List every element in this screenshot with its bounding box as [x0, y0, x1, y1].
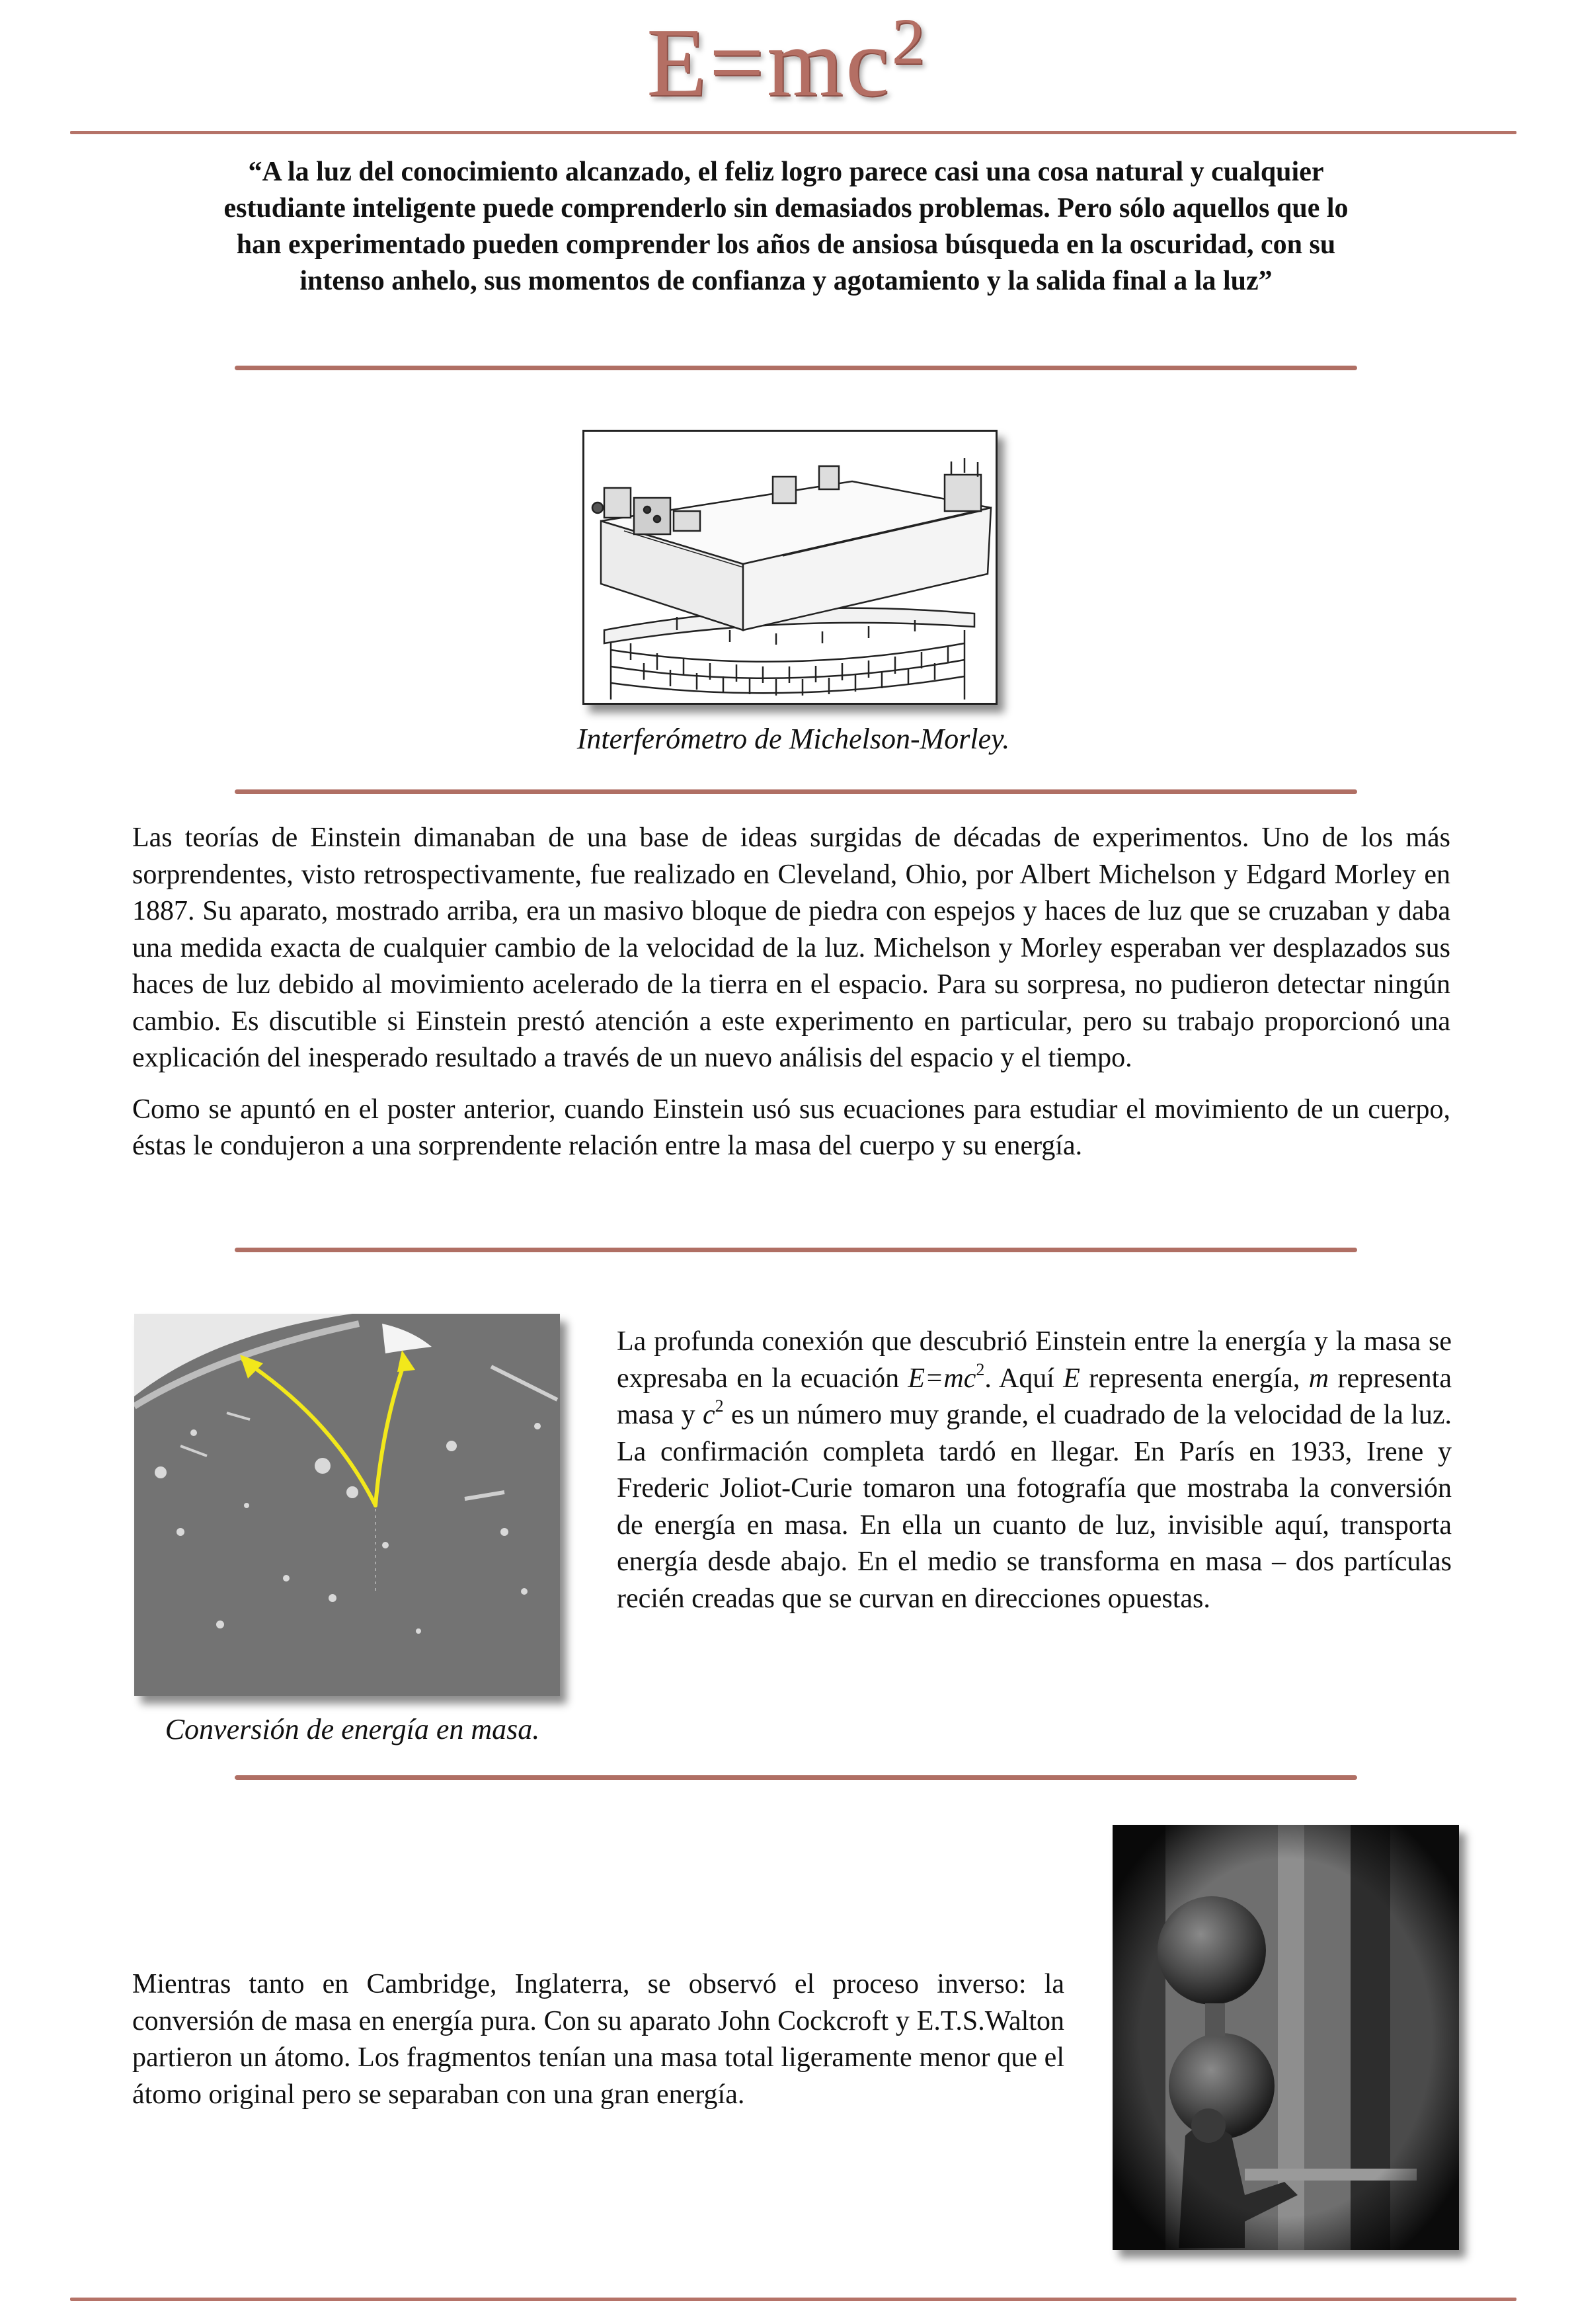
page-title [0, 5, 1574, 117]
title-text: E=mc [647, 9, 892, 117]
paragraph-michelson-morley: Las teorías de Einstein dimanaban de una base de ideas surgidas de décadas de experimentos. Uno de los más sorprendentes, visto retrospectivamente, fue realizado en Cleveland, Ohio, por Albert Michelson y Edgard Morley en 1887. Su aparato, mostrado arriba, era un masivo bloque de piedra con espejos y haces de luz que se cruzaban y daba una medida exacta de cualquier cambio de la velocidad de la luz. Michelson y Morley esperaban ver desplazados sus haces de luz debido al movimiento acelerado de la tierra en el espacio. Para su sorpresa, no pudieron detectar ningún cambio. Es discutible si Einstein prestó atención a este experimento en particular, pero su trabajo proporcionó una explicación del inesperado resultado a través de un nuevo análisis del espacio y el tiempo. [132, 822, 1450, 1073]
divider-2 [235, 789, 1357, 794]
divider-4 [235, 1775, 1357, 1780]
symbol-e: E [1063, 1363, 1080, 1394]
conversion-caption: Conversión de energía en masa. [165, 1713, 540, 1745]
interferometer-figure [582, 430, 998, 705]
intro-text [132, 820, 1450, 1180]
equation-formula: E=mc [908, 1363, 976, 1394]
cambridge-paragraph: Mientras tanto en Cambridge, Inglaterra, se observó el proceso inverso: la conversión de masa en energía pura. Con su aparato John Cockcroft y E.T.S.Walton partieron un átomo. Los fragmentos tenían una masa total ligeramente menor que el átomo original pero se separaban con una gran energía. [132, 1969, 1064, 2110]
equation-text-2: . Aquí [984, 1363, 1064, 1394]
equation-text-3: representa energía, [1080, 1363, 1309, 1394]
bottom-divider [70, 2298, 1516, 2301]
accelerator-image [1113, 1825, 1459, 2250]
particle-tracks-image [134, 1314, 560, 1696]
symbol-m: m [1308, 1363, 1329, 1394]
interferometer-caption: Interferómetro de Michelson-Morley. [576, 723, 1010, 755]
symbol-c-exponent: 2 [715, 1396, 724, 1416]
cockcroft-walton-photo [1113, 1825, 1459, 2250]
equation-text-4: representa masa y [617, 1363, 1452, 1430]
equation-text-1: La profunda conexión que descubrió Einstein entre la energía y la masa se expresaba en la ecuación [617, 1326, 1452, 1394]
divider-1 [235, 366, 1357, 370]
paragraph-einstein-equations: Como se apuntó en el poster anterior, cuando Einstein usó sus ecuaciones para estudiar el movimiento de un cuerpo, éstas le condujeron a una sorprendente relación entre la masa del cuerpo y su energía. [132, 1094, 1450, 1161]
title-divider [70, 131, 1516, 134]
equation-paragraph [617, 1324, 1452, 1617]
equation-text-5: es un número muy grande, el cuadrado de la velocidad de la luz. La confirmación completa tardó en llegar. En París en 1933, Irene y Frederic Joliot-Curie tomaron una fotografía que mostraba la conversión de energía en masa. En ella un cuanto de luz, invisible aquí, transporta energía desde abajo. En el medio se transforma en masa – dos partículas recién creadas que se curvan en direcciones opuestas. [617, 1400, 1452, 1614]
symbol-c: c [702, 1400, 715, 1430]
opening-quote: “A la luz del conocimiento alcanzado, el feliz logro parece casi una cosa natural y cualquier estudiante inteligente puede comprenderlo sin demasiados problemas. Pero sólo aquellos que lo han experimentado pueden comprender los años de ansiosa búsqueda en la oscuridad, con su intenso anhelo, sus momentos de confianza y agotamiento y la salida final a la luz” [223, 157, 1349, 296]
equation-formula-exponent: 2 [976, 1359, 985, 1379]
interferometer-drawing [584, 432, 996, 703]
divider-3 [235, 1248, 1357, 1252]
title-exponent: 2 [891, 5, 927, 78]
conversion-photo [134, 1314, 560, 1696]
